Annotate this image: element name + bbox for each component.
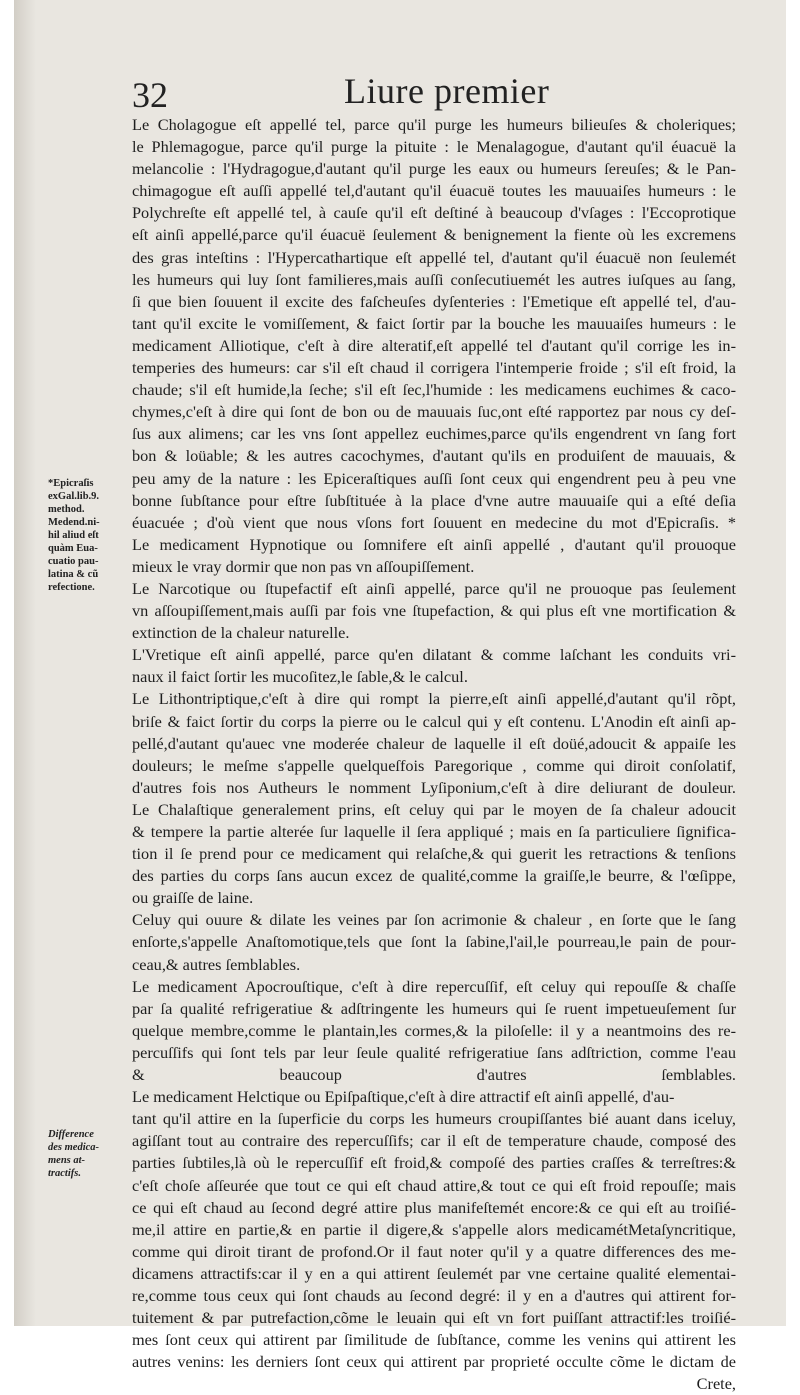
text-line: Le Lithontriptique,c'eſt à dire qui rompt la pierre,eſt ainſi appellé,d'autant qu'il rõpt, (132, 689, 736, 709)
text-line: agiſſant tout au contraire des repercuſſifs; car il eſt de temperature chaude, composé des (132, 1131, 736, 1151)
text-line: re,comme tous ceux qui ſont chauds au ſecond degré: il y en a d'autres qui attirent for- (132, 1285, 736, 1305)
text-line: ceau,& autres ſemblables. (132, 954, 301, 974)
text-line: mes ſont ceux qui attirent par ſimilitude de ſubſtance, comme les venins qui attirent les (132, 1330, 736, 1350)
margin-note-line: tractifs. (48, 1168, 81, 1179)
book-page (14, 0, 786, 1394)
text-line: pellé,d'autant qu'auec vne moderée chaleur de laquelle il eſt doüé,adoucit & appaiſe les (132, 733, 736, 753)
text-line: c'eſt choſe aſſeurée que tout ce qui eſt chaud attire,& tout ce qui eſt froid repouſſe; mais (132, 1175, 736, 1195)
text-line: percuſſifs qui ſont tels par leur ſeule qualité refrigeratiue ſans adſtriction, comme l'eau (132, 1042, 736, 1062)
text-line: tion il ſe prend pour ce medicament qui relaſche,& qui guerit les retractions & tenſions (132, 844, 736, 864)
text-line: ce qui eſt chaud au ſecond degré attire plus manifeſtemét encore:& ce qui eſt au troiſié- (132, 1197, 736, 1217)
body-text (132, 114, 736, 1395)
text-line: melancolie : l'Hydragogue,d'autant qu'il purge les eaux ou humeurs ſereuſes; & le Pan- (132, 159, 736, 179)
text-line: eſt ainſi appellé,parce qu'il éuacuë ſeulement & benignement la fiente où les excremens (132, 225, 736, 245)
text-line: Polychreſte eſt appellé tel, à cauſe qu'il eſt deſtiné à beaucoup d'vſages : l'Eccoprotique (132, 203, 736, 223)
text-line: tant qu'il excite le vomiſſement, & faict ſortir par la bouche les mauuaiſes humeurs : le (132, 313, 736, 333)
margin-note-line: mens at- (48, 1155, 86, 1166)
margin-note-line: exGal.lib.9. (48, 491, 100, 502)
text-line: autres venins: les derniers ſont ceux qui attirent par proprieté occulte cõme le dictam de (132, 1352, 736, 1372)
text-line: les humeurs qui luy ſont familieres,mais auſſi conſecutiuemét les autres iuſques au ſang, (132, 269, 736, 289)
text-line: Le Narcotique ou ſtupefactif eſt ainſi appellé, parce qu'il ne prouoque pas ſeulement (132, 578, 736, 598)
text-line: & beaucoup d'autres ſemblables. (132, 1065, 736, 1085)
text-line: bon & loüable; & les autres cacochymes, d'autant qu'ils en produiſent de mauuais, & (132, 446, 736, 466)
text-line: chimagogue eſt auſſi appellé tel,d'autant qu'il éuacuë toutes les mauuaiſes humeurs : le (132, 181, 736, 201)
text-line: parties ſubtiles,là où le repercuſſif eſt froid,& compoſé des parties craſſes & terreſtres:& (132, 1153, 736, 1173)
running-title: Liure premier (344, 71, 550, 111)
text-line: des gras inteſtins : l'Hypercathartique eſt appellé tel, d'autant qu'il éuacuë non ſeulemét (132, 247, 736, 267)
text-line: Le Cholagogue eſt appellé tel, parce qu'il purge les humeurs bilieuſes & choleriques; (132, 115, 736, 134)
text-line: quelque membre,comme le plantain,les cormes,& la piloſelle: il y a neantmoins des re- (132, 1020, 736, 1040)
text-line: mieux le vray dormir que non pas vn aſſoupiſſement. (132, 556, 475, 576)
text-line: le Phlemagogue, parce qu'il purge la pituite : le Menalagogue, d'autant qu'il éuacuë la (132, 137, 736, 157)
text-line: temperies des humeurs: car s'il eſt chaud il corrigera l'intemperie froide ; s'il eſt froid, la (132, 358, 736, 378)
margin-note-line: latina & cũ (48, 569, 99, 580)
text-line: & tempere la partie alterée ſur laquelle il ſera appliqué ; mais en ſa particuliere ſignifica- (132, 822, 736, 841)
text-line: douleurs; le meſme s'appelle quelqueſfois Paregorique , comme qui diroit conſolatif, (132, 755, 736, 775)
margin-note-line: *Epicraſis (48, 478, 94, 489)
text-line: ou graiſſe de laine. (132, 888, 254, 908)
margin-note-attractive-differences (48, 1128, 99, 1180)
text-line: chaude; s'il eſt humide,la ſeche; s'il eſt ſec,l'humide : les medicamens euchimes & caco- (132, 380, 736, 400)
margin-note-line: quàm Eua- (48, 543, 98, 554)
text-line: Le medicament Apocrouſtique, c'eſt à dire repercuſſif, eſt celuy qui repouſſe & chaſſe (132, 976, 736, 996)
text-line: Le medicament Hypnotique ou ſomnifere eſt ainſi appellé , d'autant qu'il prouoque (132, 534, 736, 554)
text-line: dicamens attractifs:car il y en a qui attirent ſeulemét par vne certaine qualité elementai- (132, 1263, 736, 1283)
text-line: L'Vretique eſt ainſi appellé, parce qu'en dilatant & comme laſchant les conduits vri- (132, 645, 736, 665)
text-line: extinction de la chaleur naturelle. (132, 623, 350, 643)
text-line: Le Chalaſtique generalement prins, eſt celuy qui par le moyen de ſa chaleur adoucit (132, 799, 736, 819)
margin-note-line: refectione. (48, 582, 95, 593)
page-header (14, 70, 786, 120)
text-line: Crete, (696, 1374, 736, 1394)
text-line: comme qui diroit tirant de profond.Or il faut noter qu'il y a quatre differences des me- (132, 1241, 736, 1261)
text-line: tuitement & par putrefaction,cõme le leuain qui eſt vn fort puiſſant attractif:les troiſié- (132, 1308, 736, 1328)
text-line: Le medicament Helctique ou Epiſpaſtique,c'eſt à dire attractif eſt ainſi appellé, d'au- (132, 1087, 675, 1107)
margin-note-epicrasis (48, 477, 100, 594)
margin-note-line: Difference (48, 1129, 94, 1140)
text-line: tant qu'il attire en la ſuperficie du corps les humeurs croupiſſantes bié auant dans iceluy, (132, 1109, 736, 1129)
margin-note-line: cuatio pau- (48, 556, 99, 567)
text-line: chymes,c'eſt à dire qui ſont de bon ou de mauuais ſuc,ont eſté rapportez par nous cy deſ- (132, 402, 736, 422)
text-line: des parties du corps ſans aucun excez de qualité,comme la graiſſe,le beurre, & l'œſippe, (132, 866, 736, 886)
text-line: medicament Alliotique, c'eſt à dire alteratif,eſt appellé tel d'autant qu'il corrige les in- (132, 335, 736, 355)
margin-note-line: hil aliud eſt (48, 530, 99, 541)
text-line: ſus aux alimens; car les vns ſont appellez euchimes,parce qu'ils engendrent vn ſang fort (132, 424, 736, 444)
margin-note-line: des medica- (48, 1142, 100, 1153)
text-line: me,il attire en partie,& en partie il digere,& s'appelle alors medicamétMetaſyncritique, (132, 1219, 736, 1239)
page-number: 32 (132, 75, 168, 115)
text-line: naux il faict ſortir les mucoſitez,le ſable,& le calcul. (132, 667, 468, 687)
margin-note-line: Medend.ni- (48, 517, 100, 528)
text-line: peu amy de la nature : les Epiceraſtiques auſſi ſont ceux qui engendrent peu à peu vne (132, 468, 736, 488)
text-line: vn aſſoupiſſement,mais auſſi par fois vne ſtupefaction, & qui plus eſt vne mortification & (132, 601, 736, 621)
text-line: enſorte,s'appelle Anaſtomotique,tels que ſont la ſabine,l'ail,le pourreau,le pain de pour- (132, 932, 736, 952)
text-line: briſe & faict ſortir du corps la pierre ou le calcul qui y eſt contenu. L'Anodin eſt ainſi ap- (132, 711, 736, 731)
text-line: bonne ſubſtance pour eſtre ſubſtituée à la place d'vne autre mauuaiſe qui a eſté deſia (132, 490, 736, 510)
text-line: d'autres fois nos Autheurs le nomment Lyſiponium,c'eſt à dire deliurant de douleur. (132, 777, 736, 797)
text-line: ſi que bien ſouuent il excite des faſcheuſes dyſenteries : l'Emetique eſt appellé tel, d'au- (132, 291, 736, 311)
margin-note-line: method. (48, 504, 85, 515)
text-line: éuacuée ; d'où vient que nous vſons fort ſouuent en medecine du mot d'Epicraſis. * (132, 512, 736, 532)
text-line: par ſa qualité refrigeratiue & adſtringente les humeurs qui ſe ruent impetueuſement ſur (132, 998, 736, 1018)
text-line: Celuy qui ouure & dilate les veines par ſon acrimonie & chaleur , en ſorte que le ſang (132, 910, 736, 930)
